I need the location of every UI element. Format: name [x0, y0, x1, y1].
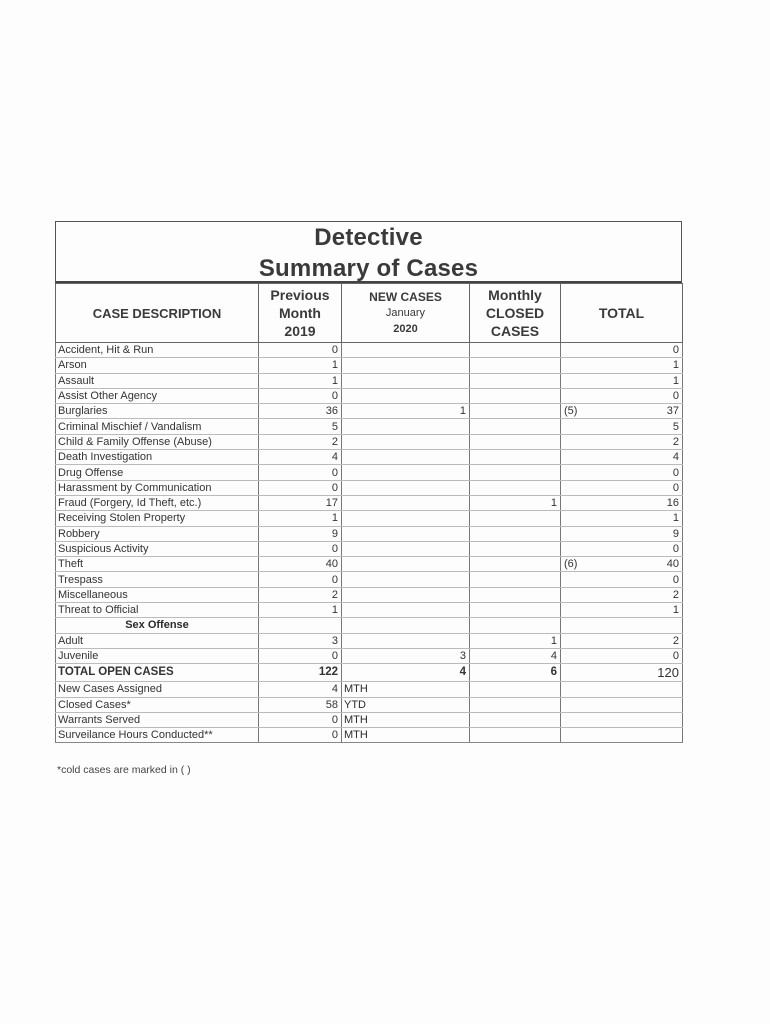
summary-row — [56, 697, 683, 712]
new-cases-cell — [342, 343, 470, 358]
total-value: 40 — [666, 558, 679, 571]
closed-cases-cell: 1 — [470, 495, 561, 510]
total-cell — [561, 511, 683, 526]
total-value: 5 — [672, 420, 679, 433]
previous-month-cell: 0 — [259, 572, 342, 587]
closed-cases-cell — [470, 388, 561, 403]
table-row — [56, 388, 683, 403]
previous-month-cell: 4 — [259, 450, 342, 465]
case-description: Arson — [56, 358, 259, 373]
empty-cell — [470, 697, 561, 712]
closed-cases-cell: 4 — [470, 648, 561, 663]
new-cases-cell — [342, 587, 470, 602]
empty-cell — [561, 682, 683, 697]
summary-row — [56, 682, 683, 697]
table-row — [56, 526, 683, 541]
new-cases-cell — [342, 434, 470, 449]
col-header-closed-line1: Monthly — [488, 287, 542, 303]
closed-cases-cell — [470, 587, 561, 602]
table-row — [56, 648, 683, 663]
closed-cases-cell: 1 — [470, 633, 561, 648]
total-cell — [561, 526, 683, 541]
col-header-description: CASE DESCRIPTION — [56, 284, 259, 343]
total-value: 0 — [672, 466, 679, 479]
table-row — [56, 343, 683, 358]
summary-unit: MTH — [342, 712, 470, 727]
empty-cell — [470, 728, 561, 743]
total-cell — [561, 495, 683, 510]
total-value: 2 — [672, 588, 679, 601]
previous-month-cell: 1 — [259, 511, 342, 526]
summary-unit: MTH — [342, 682, 470, 697]
new-cases-cell — [342, 450, 470, 465]
col-header-closed-line3: CASES — [490, 323, 540, 339]
summary-row — [56, 728, 683, 743]
sex-offense-heading: Sex Offense — [56, 618, 259, 633]
total-cell — [561, 419, 683, 434]
closed-cases-cell — [470, 603, 561, 618]
previous-month-cell: 17 — [259, 495, 342, 510]
new-cases-cell — [342, 358, 470, 373]
case-description: Harassment by Communication — [56, 480, 259, 495]
total-value: 0 — [672, 481, 679, 494]
total-open-cases-label: TOTAL OPEN CASES — [56, 664, 259, 682]
closed-cases-cell — [470, 557, 561, 572]
empty-cell — [342, 618, 470, 633]
total-value: 2 — [672, 634, 679, 647]
case-description: Suspicious Activity — [56, 541, 259, 556]
total-cell — [561, 572, 683, 587]
total-value: 37 — [666, 405, 679, 418]
table-row — [56, 603, 683, 618]
total-cell — [561, 480, 683, 495]
total-open-cases-row — [56, 664, 683, 682]
case-description: Fraud (Forgery, Id Theft, etc.) — [56, 495, 259, 510]
new-cases-cell — [342, 465, 470, 480]
new-cases-cell — [342, 633, 470, 648]
summary-label: Closed Cases* — [56, 697, 259, 712]
new-cases-cell: 1 — [342, 404, 470, 419]
cold-case-count: (5) — [564, 405, 578, 418]
total-value: 0 — [672, 650, 679, 663]
closed-cases-cell — [470, 526, 561, 541]
summary-label: Surveilance Hours Conducted** — [56, 728, 259, 743]
previous-month-cell: 1 — [259, 358, 342, 373]
grand-total-cell: 120 — [561, 664, 683, 682]
new-cases-cell — [342, 373, 470, 388]
closed-cases-cell — [470, 480, 561, 495]
closed-cases-cell — [470, 465, 561, 480]
total-value: 0 — [672, 543, 679, 555]
col-header-new-line1: NEW CASES — [369, 290, 442, 304]
total-cell — [561, 388, 683, 403]
summary-unit: YTD — [342, 697, 470, 712]
closed-cases-cell — [470, 450, 561, 465]
total-value: 9 — [672, 527, 679, 540]
col-header-previous-line1: Previous — [270, 287, 330, 303]
table-row — [56, 557, 683, 572]
table-row — [56, 633, 683, 648]
previous-month-cell: 0 — [259, 648, 342, 663]
empty-cell — [561, 712, 683, 727]
total-cell — [561, 648, 683, 663]
case-description: Child & Family Offense (Abuse) — [56, 434, 259, 449]
summary-label: New Cases Assigned — [56, 682, 259, 697]
col-header-new-line3: 2020 — [393, 323, 418, 335]
total-cell — [561, 603, 683, 618]
case-table — [55, 283, 683, 743]
previous-month-cell: 36 — [259, 404, 342, 419]
empty-cell — [470, 682, 561, 697]
case-description: Burglaries — [56, 404, 259, 419]
previous-month-cell: 0 — [259, 541, 342, 556]
new-cases-cell — [342, 557, 470, 572]
total-cell — [561, 541, 683, 556]
previous-month-cell: 0 — [259, 480, 342, 495]
new-cases-cell — [342, 511, 470, 526]
new-cases-cell — [342, 541, 470, 556]
summary-unit: MTH — [342, 728, 470, 743]
total-cell — [561, 450, 683, 465]
col-header-new-line2: January — [385, 307, 426, 319]
table-row — [56, 572, 683, 587]
closed-cases-cell — [470, 511, 561, 526]
col-header-previous-line2: Month — [279, 305, 321, 321]
closed-cases-cell — [470, 434, 561, 449]
closed-cases-cell — [470, 343, 561, 358]
empty-cell — [561, 697, 683, 712]
table-row — [56, 480, 683, 495]
cold-case-count: (6) — [564, 558, 578, 571]
total-value: 0 — [672, 573, 679, 586]
case-description: Juvenile — [56, 648, 259, 663]
total-cell — [561, 434, 683, 449]
table-row — [56, 358, 683, 373]
case-description: Trespass — [56, 572, 259, 587]
closed-cases-cell — [470, 373, 561, 388]
total-value: 0 — [672, 344, 679, 357]
title-line-2: Summary of Cases — [258, 255, 479, 282]
new-cases-cell — [342, 572, 470, 587]
summary-value: 0 — [259, 728, 342, 743]
case-description: Receiving Stolen Property — [56, 511, 259, 526]
total-value: 1 — [672, 604, 679, 617]
total-cell — [561, 633, 683, 648]
total-value: 1 — [672, 374, 679, 387]
footnote: *cold cases are marked in ( ) — [57, 764, 191, 776]
new-cases-cell: 3 — [342, 648, 470, 663]
previous-month-cell: 1 — [259, 373, 342, 388]
case-description: Accident, Hit & Run — [56, 343, 259, 358]
col-header-total: TOTAL — [561, 284, 683, 343]
previous-month-cell: 3 — [259, 633, 342, 648]
table-row — [56, 373, 683, 388]
case-description: Criminal Mischief / Vandalism — [56, 419, 259, 434]
empty-cell — [561, 618, 683, 633]
col-header-closed-line2: CLOSED — [485, 305, 545, 321]
empty-cell — [470, 712, 561, 727]
previous-month-cell: 5 — [259, 419, 342, 434]
table-row — [56, 419, 683, 434]
total-cell — [561, 465, 683, 480]
table-row — [56, 587, 683, 602]
case-description: Miscellaneous — [56, 587, 259, 602]
case-description: Assist Other Agency — [56, 388, 259, 403]
new-cases-cell — [342, 495, 470, 510]
total-value: 4 — [672, 451, 679, 464]
total-cell — [561, 358, 683, 373]
case-rows — [56, 343, 683, 743]
previous-month-cell: 0 — [259, 343, 342, 358]
total-value: 1 — [672, 512, 679, 525]
closed-cases-cell — [470, 358, 561, 373]
case-description: Theft — [56, 557, 259, 572]
total-cell — [561, 557, 683, 572]
table-row — [56, 495, 683, 510]
previous-month-cell: 1 — [259, 603, 342, 618]
total-value: 0 — [672, 390, 679, 403]
previous-month-cell: 2 — [259, 434, 342, 449]
new-cases-cell — [342, 526, 470, 541]
previous-month-cell: 40 — [259, 557, 342, 572]
case-description: Assault — [56, 373, 259, 388]
closed-cases-cell — [470, 419, 561, 434]
new-cases-cell — [342, 480, 470, 495]
previous-month-cell: 9 — [259, 526, 342, 541]
previous-month-cell: 0 — [259, 465, 342, 480]
total-previous-cell: 122 — [259, 664, 342, 682]
total-value: 16 — [666, 497, 679, 510]
table-row — [56, 434, 683, 449]
summary-row — [56, 712, 683, 727]
closed-cases-cell — [470, 404, 561, 419]
total-value: 2 — [672, 435, 679, 448]
total-closed-cell: 6 — [470, 664, 561, 682]
col-header-new-cases — [342, 284, 470, 343]
new-cases-cell — [342, 388, 470, 403]
empty-cell — [561, 728, 683, 743]
table-row — [56, 450, 683, 465]
closed-cases-cell — [470, 572, 561, 587]
case-summary-sheet — [55, 221, 682, 743]
summary-value: 4 — [259, 682, 342, 697]
case-description: Death Investigation — [56, 450, 259, 465]
title-box — [55, 221, 682, 283]
summary-label: Warrants Served — [56, 712, 259, 727]
new-cases-cell — [342, 603, 470, 618]
total-value: 1 — [672, 359, 679, 372]
total-new-cell: 4 — [342, 664, 470, 682]
closed-cases-cell — [470, 541, 561, 556]
total-cell — [561, 373, 683, 388]
total-cell — [561, 404, 683, 419]
previous-month-cell: 2 — [259, 587, 342, 602]
table-row — [56, 511, 683, 526]
summary-value: 0 — [259, 712, 342, 727]
total-cell — [561, 587, 683, 602]
case-description: Robbery — [56, 526, 259, 541]
previous-month-cell: 0 — [259, 388, 342, 403]
col-header-previous — [259, 284, 342, 343]
total-cell — [561, 343, 683, 358]
new-cases-cell — [342, 419, 470, 434]
col-header-previous-line3: 2019 — [284, 323, 316, 339]
case-description: Drug Offense — [56, 465, 259, 480]
sex-offense-heading-row — [56, 618, 683, 633]
case-description: Adult — [56, 633, 259, 648]
header-row — [56, 284, 683, 343]
table-row — [56, 404, 683, 419]
col-header-closed — [470, 284, 561, 343]
case-description: Threat to Official — [56, 603, 259, 618]
summary-value: 58 — [259, 697, 342, 712]
empty-cell — [259, 618, 342, 633]
empty-cell — [470, 618, 561, 633]
title-line-1: Detective — [314, 224, 423, 251]
table-row — [56, 465, 683, 480]
table-row — [56, 541, 683, 556]
